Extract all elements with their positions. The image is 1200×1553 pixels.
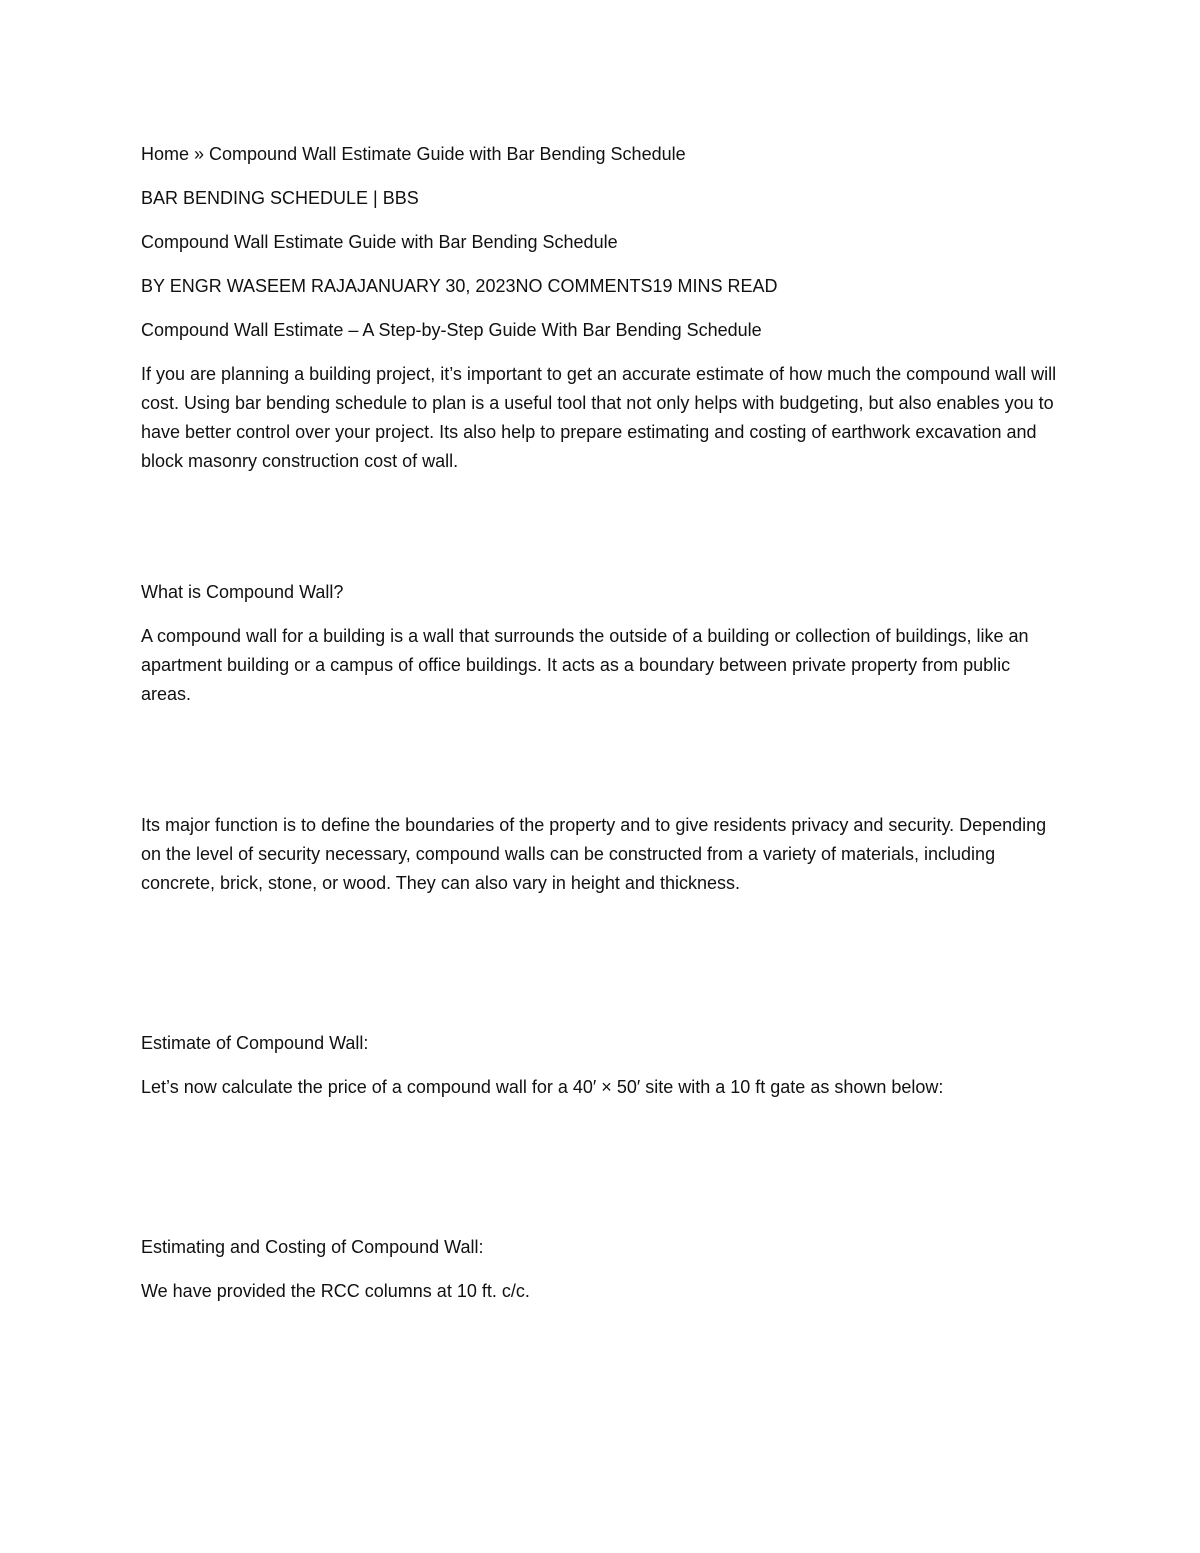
section-heading-estimate: Estimate of Compound Wall:: [141, 1033, 369, 1053]
subtitle: Compound Wall Estimate – A Step-by-Step Guide With Bar Bending Schedule: [141, 320, 762, 340]
section-heading-costing: Estimating and Costing of Compound Wall:: [141, 1237, 484, 1257]
document-content: [141, 140, 1061, 1306]
post-title: Compound Wall Estimate Guide with Bar Bending Schedule: [141, 232, 618, 252]
section-paragraph-what: A compound wall for a building is a wall that surrounds the outside of a building or collection of buildings, like an apartment building or a campus of office buildings. It acts as a boundary between private property from public areas.: [141, 626, 1029, 704]
category-label: BAR BENDING SCHEDULE | BBS: [141, 188, 419, 208]
byline: BY ENGR WASEEM RAJAJANUARY 30, 2023NO COMMENTS19 MINS READ: [141, 276, 778, 296]
intro-paragraph: If you are planning a building project, it’s important to get an accurate estimate of how much the compound wall will cost. Using bar bending schedule to plan is a useful tool that not only helps with budgeting, but also enables you to have better control over your project. Its also help to prepare estimating and costing of earthwork excavation and block masonry construction cost of wall.: [141, 364, 1057, 471]
section-heading-what: What is Compound Wall?: [141, 582, 344, 602]
breadcrumb: Home » Compound Wall Estimate Guide with Bar Bending Schedule: [141, 144, 686, 164]
section-paragraph-costing: We have provided the RCC columns at 10 ft. c/c.: [141, 1281, 530, 1301]
section-paragraph-function: Its major function is to define the boundaries of the property and to give residents privacy and security. Depending on the level of security necessary, compound walls can be constructed from a variety of materials, including concrete, brick, stone, or wood. They can also vary in height and thickness.: [141, 815, 1047, 893]
section-paragraph-estimate: Let’s now calculate the price of a compound wall for a 40′ × 50′ site with a 10 ft gate as shown below:: [141, 1077, 944, 1097]
